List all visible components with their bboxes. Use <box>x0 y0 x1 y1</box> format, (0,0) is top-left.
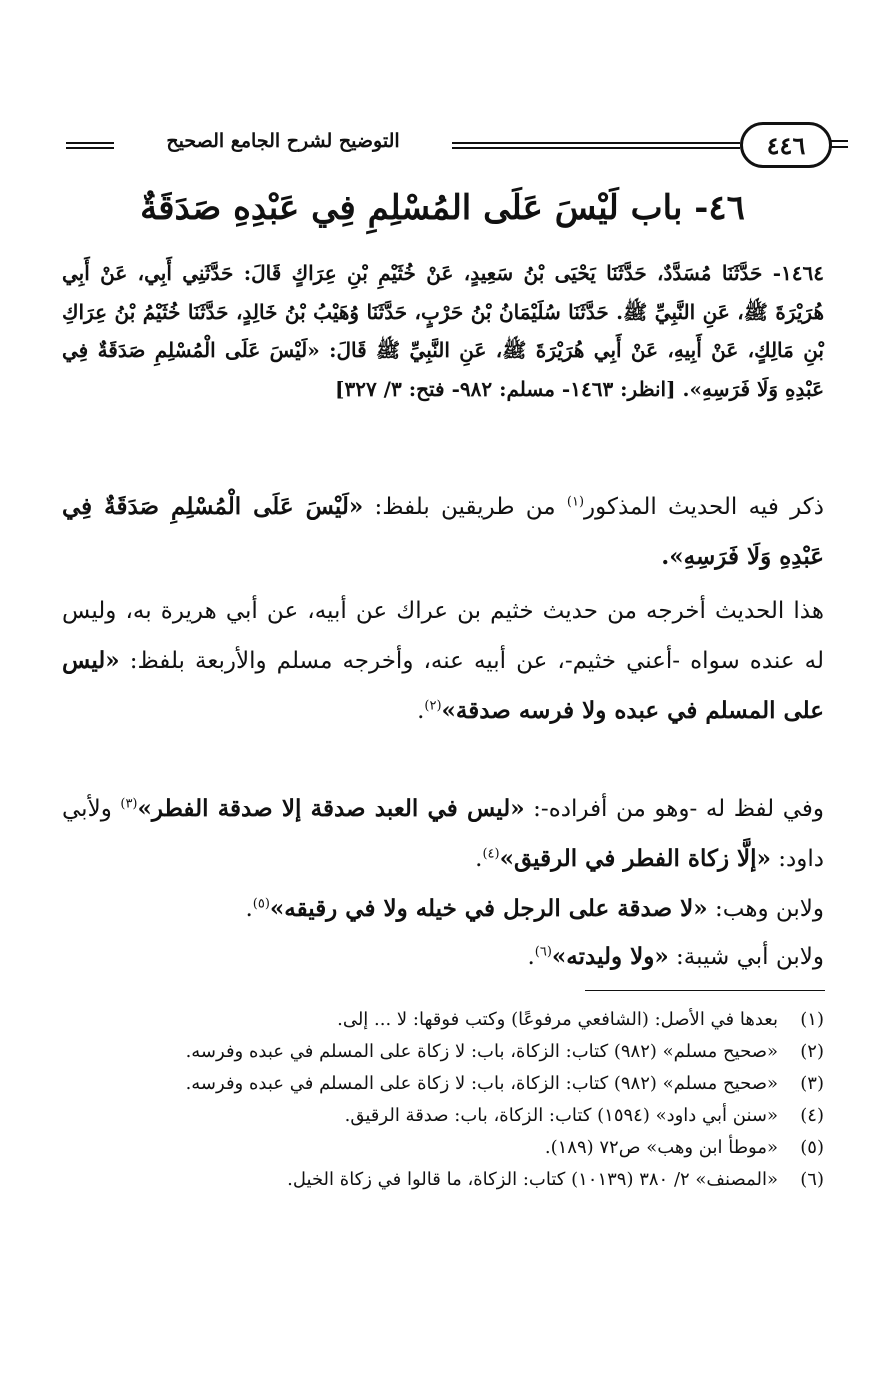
quote-text: «إلَّا زكاة الفطر في الرقيق» <box>499 845 771 872</box>
page-number: ٤٤٦ <box>766 130 806 160</box>
footnote-number: (١) <box>800 1009 824 1030</box>
paragraph-end: . <box>527 944 535 970</box>
footnote-ref-2[interactable]: (٢) <box>424 698 442 714</box>
quote-text: «لا صدقة على الرجل في خيله ولا في رقيقه» <box>269 895 708 922</box>
footnote-number: (٤) <box>800 1105 824 1126</box>
footnote-number: (٢) <box>800 1041 824 1062</box>
paragraph-text: ولابن وهب: <box>707 896 824 922</box>
footnote-text: «المصنف» ٢/ ٣٨٠ (١٠١٣٩) كتاب: الزكاة، ما قالوا في زكاة الخيل. <box>287 1169 778 1190</box>
footnote-ref-5[interactable]: (٥) <box>252 896 270 912</box>
header-rule-left <box>66 142 114 149</box>
paragraph-text: هذا الحديث أخرجه من حديث خثيم بن عراك عن أبيه، عن أبي هريرة به، وليس له عنده سواه -أعني خثيم-، عن أبيه عنه، وأخرجه مسلم والأربعة بلفظ: <box>62 598 824 674</box>
footnote-item <box>62 1100 824 1132</box>
footnote-divider <box>585 990 825 991</box>
footnote-number: (٦) <box>800 1169 824 1190</box>
footnotes <box>62 1004 824 1196</box>
quote-text: «ولا وليدته» <box>551 943 669 970</box>
paragraph-end: . <box>475 846 483 872</box>
paragraph-4 <box>62 884 824 934</box>
page-number-badge <box>740 122 832 168</box>
header-rule-right <box>452 142 740 149</box>
paragraph-3 <box>62 784 824 884</box>
footnote-ref-3[interactable]: (٣) <box>120 796 138 812</box>
paragraph-2 <box>62 586 824 736</box>
paragraph-text: من طريقين بلفظ: <box>363 494 567 520</box>
paragraph-text: وفي لفظ له -وهو من أفراده-: <box>524 796 825 822</box>
quote-text: «لَيْسَ عَلَى الْمُسْلِمِ صَدَقَةٌ فِي عَبْدِهِ وَلَا فَرَسِهِ». <box>62 493 824 570</box>
quote-text: «ليس في العبد صدقة إلا صدقة الفطر» <box>137 795 525 822</box>
footnote-item <box>62 1068 824 1100</box>
footnote-number: (٥) <box>800 1137 824 1158</box>
running-title: التوضيح لشرح الجامع الصحيح <box>166 130 400 152</box>
footnote-ref-4[interactable]: (٤) <box>482 846 500 862</box>
footnote-number: (٣) <box>800 1073 824 1094</box>
paragraph-1 <box>62 482 824 582</box>
footnote-text: «سنن أبي داود» (١٥٩٤) كتاب: الزكاة، باب: صدقة الرقيق. <box>344 1105 778 1126</box>
footnote-text: «صحيح مسلم» (٩٨٢) كتاب: الزكاة، باب: لا زكاة على المسلم في عبده وفرسه. <box>185 1073 778 1094</box>
footnote-ref-6[interactable]: (٦) <box>534 944 552 960</box>
hadith-text <box>62 254 824 408</box>
paragraph-5 <box>62 932 824 982</box>
footnote-text: «صحيح مسلم» (٩٨٢) كتاب: الزكاة، باب: لا زكاة على المسلم في عبده وفرسه. <box>185 1041 778 1062</box>
footnote-item <box>62 1132 824 1164</box>
footnote-text: بعدها في الأصل: (الشافعي مرفوعًا) وكتب فوقها: لا ... إلى. <box>337 1009 778 1030</box>
paragraph-text: ذكر فيه الحديث المذكور <box>584 494 824 520</box>
footnote-item <box>62 1036 824 1068</box>
hadith-paragraph: ١٤٦٤- حَدَّثَنَا مُسَدَّدٌ، حَدَّثَنَا يَحْيَى بْنُ سَعِيدٍ، عَنْ خُثَيْمِ بْنِ عِرَاكٍ قَالَ: حَدَّثَنِي أَبِي، عَنْ أَبِي هُرَيْرَةَ ﷺ، عَنِ النَّبِيِّ ﷺ. حَدَّثَنَا سُلَيْمَانُ بْنُ حَرْبٍ، حَدَّثَنَا وُهَيْبُ بْنُ خَالِدٍ، حَدَّثَنَا خُثَيْمُ بْنُ عِرَاكِ بْنِ مَالِكٍ، عَنْ أَبِيهِ، عَنْ أَبِي هُرَيْرَةَ ﷺ، عَنِ النَّبِيِّ ﷺ قَالَ: «لَيْسَ عَلَى الْمُسْلِمِ صَدَقَةٌ فِي عَبْدِهِ وَلَا فَرَسِهِ». [انظر: ١٤٦٣- مسلم: ٩٨٢- فتح: ٣/ ٣٢٧] <box>62 261 824 401</box>
header-rule-tail <box>830 140 848 148</box>
running-header <box>60 118 820 172</box>
footnote-item <box>62 1164 824 1196</box>
paragraph-end: . <box>245 896 253 922</box>
footnote-text: «موطأ ابن وهب» ص٧٢ (١٨٩). <box>544 1137 778 1158</box>
paragraph-text: ولأبي داود: <box>62 796 824 872</box>
quote-text: «ليس على المسلم في عبده ولا فرسه صدقة» <box>62 647 824 724</box>
paragraph-text: ولابن أبي شيبة: <box>668 944 824 970</box>
footnote-item <box>62 1004 824 1036</box>
footnote-ref-1[interactable]: (١) <box>566 494 585 510</box>
chapter-title: ٤٦- باب لَيْسَ عَلَى المُسْلِمِ فِي عَبْدِهِ صَدَقَةٌ <box>140 188 745 228</box>
paragraph-end: . <box>417 698 425 724</box>
